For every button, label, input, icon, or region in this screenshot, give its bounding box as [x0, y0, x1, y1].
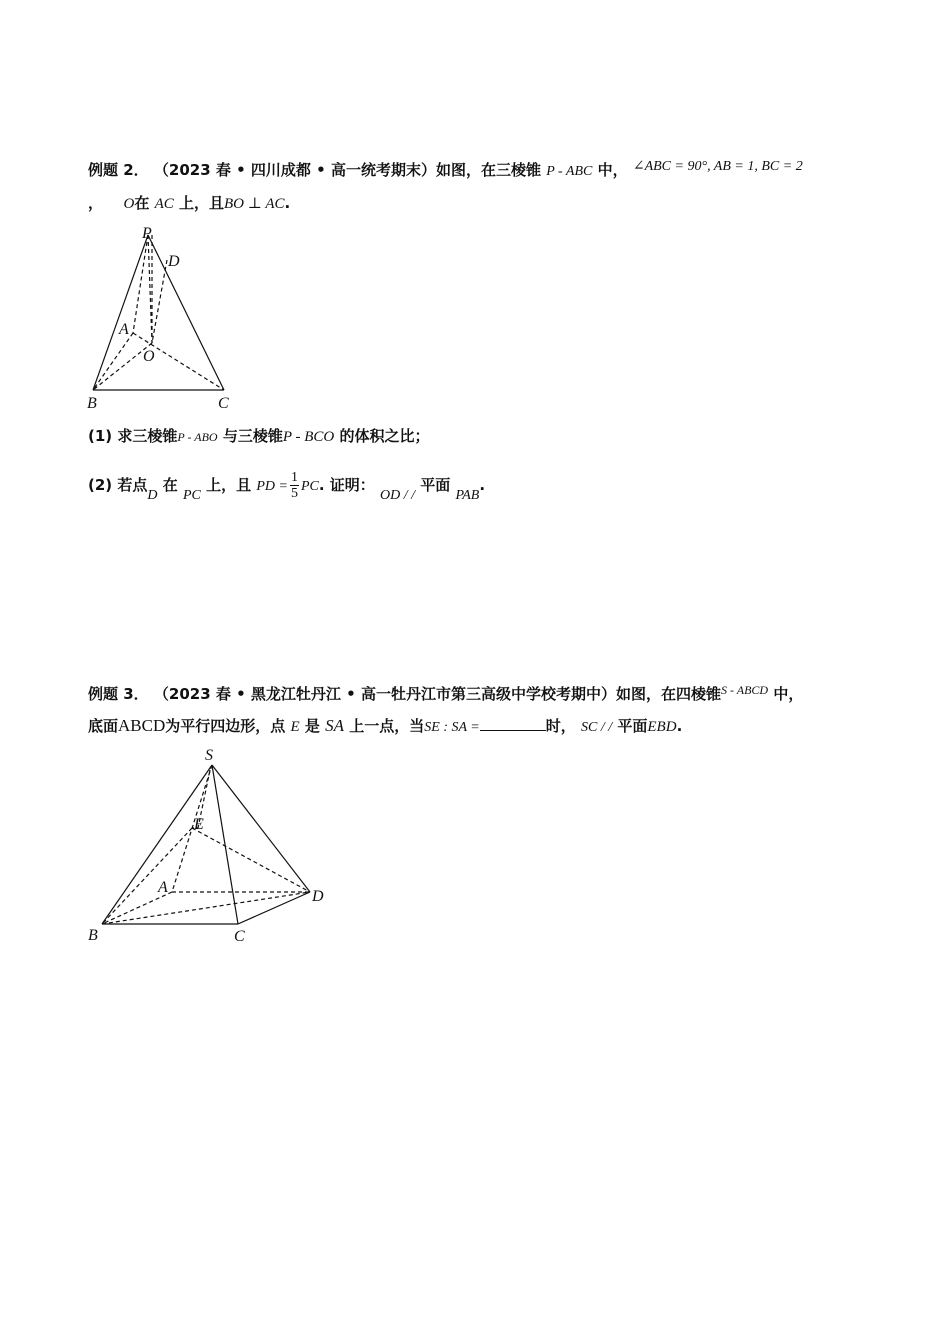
ex3-intro: 如图，在四棱锥 — [615, 685, 721, 703]
ex2-q2-prefix: (2) 若点 — [88, 476, 148, 494]
ex2-q2-zai: 在 — [162, 476, 178, 494]
ex2-source: （2023 春 • 四川成都 • 高一统考期末） — [153, 161, 436, 179]
ex2-q2-pc2: PC — [300, 479, 319, 494]
ex3-e: E — [290, 719, 300, 735]
ex2-q2-end: . — [479, 476, 486, 494]
ex2-o-var: O — [123, 196, 135, 212]
ex2-label: 例题 2． — [88, 161, 149, 179]
ex2-q2-d: D — [147, 488, 158, 503]
ex2-label-o: O — [143, 348, 155, 365]
ex3-source: （2023 春 • 黑龙江牡丹江 • 高一牡丹江市第三高级中学校考期中） — [153, 685, 616, 703]
ex2-ac: AC — [154, 196, 174, 212]
ex3-shi2: 时， — [545, 717, 576, 735]
ex2-q2-pd-eq: PD = — [256, 479, 288, 494]
ex3-answer-blank[interactable] — [480, 716, 546, 731]
ex2-comma: ， — [88, 194, 104, 212]
ex2-len-cond: , AB = 1, BC = 2 — [707, 159, 803, 174]
ex2-shang-qie: 上，且 — [178, 194, 224, 212]
ex2-q2-pab: PAB — [455, 488, 480, 503]
ex3-figure — [80, 740, 340, 950]
ex2-q2-od: OD / / — [380, 488, 416, 503]
ex3-label-s: S — [205, 747, 213, 764]
ex3-pyr: S - ABCD — [720, 683, 769, 697]
ex3-line2-c: 上一点，当 — [349, 717, 425, 735]
ex2-q1-suffix: 的体积之比； — [339, 427, 430, 445]
ex2-tetra: P - ABC — [546, 164, 593, 179]
ex3-line2-a: 底面 — [88, 717, 119, 735]
ex2-angle-cond: ∠ABC = 90° — [632, 159, 708, 174]
ex2-intro: 如图，在三棱锥 — [435, 161, 541, 179]
ex2-q1-v2: P - BCO — [282, 429, 335, 445]
ex2-figure — [80, 220, 250, 415]
ex3-label-c: C — [234, 928, 245, 945]
ex2-q2-fraction — [290, 470, 299, 501]
ex2-q1 — [88, 426, 429, 447]
ex3-label-d: D — [312, 888, 324, 905]
ex2-q1-prefix: (1) 求三棱锥 — [88, 427, 178, 445]
ex3-line1 — [88, 684, 803, 705]
ex2-line1 — [88, 160, 803, 182]
ex2-period: . — [284, 194, 291, 212]
ex2-zhong: 中， — [597, 161, 628, 179]
ex2-label-p: P — [142, 225, 152, 242]
ex3-end: . — [676, 717, 683, 735]
ex3-label: 例题 3． — [88, 685, 149, 703]
ex2-label-c: C — [218, 395, 229, 412]
ex2-q2 — [88, 470, 485, 501]
ex3-ebd: EBD — [647, 719, 677, 735]
ex2-line2 — [88, 193, 290, 214]
ex2-q1-mid: 与三棱锥 — [222, 427, 283, 445]
ex3-shi: 是 — [304, 717, 320, 735]
ex2-zai: 在 — [134, 194, 150, 212]
ex2-q2-frac-den: 5 — [290, 486, 298, 501]
ex2-q2-shang: 上，且 — [206, 476, 252, 494]
ex3-line2 — [88, 716, 682, 738]
ex2-q2-plane: 平面 — [420, 476, 451, 494]
ex2-perp: BO ⊥ AC — [224, 196, 285, 212]
ex2-q2-frac-num: 1 — [290, 470, 298, 485]
ex3-line2-b: 为平行四边形，点 — [165, 717, 286, 735]
ex3-label-b: B — [88, 927, 98, 944]
ex3-ratio: SE : SA = — [424, 720, 480, 735]
ex2-label-a: A — [119, 321, 129, 338]
ex3-plane: 平面 — [617, 717, 648, 735]
ex3-abcd: ABCD — [118, 716, 166, 735]
ex3-label-a: A — [158, 879, 168, 896]
ex2-q1-v1: P - ABO — [177, 430, 218, 444]
ex2-q2-pc: PC — [182, 488, 201, 503]
ex3-sc: SC / / — [581, 720, 613, 735]
ex3-zhong: 中， — [773, 685, 804, 703]
ex2-label-b: B — [87, 395, 97, 412]
ex2-label-d: D — [168, 253, 180, 270]
ex3-label-e: E — [194, 816, 204, 833]
ex2-q2-proof: . 证明： — [318, 476, 375, 494]
ex3-sa: SA — [325, 716, 345, 735]
